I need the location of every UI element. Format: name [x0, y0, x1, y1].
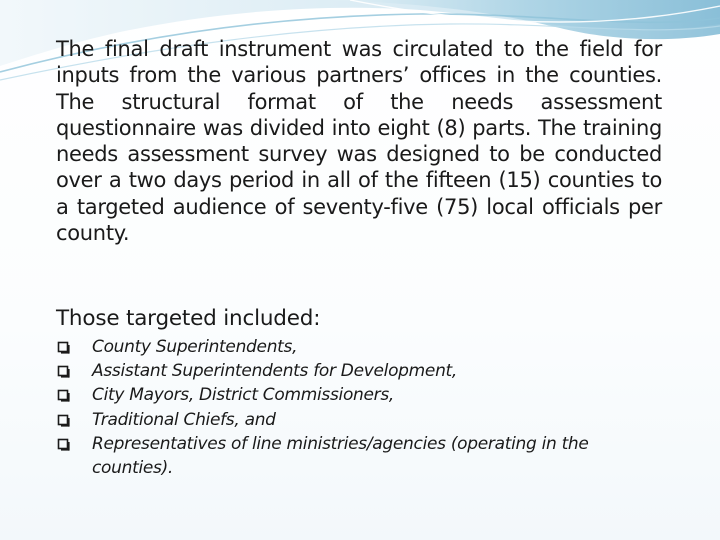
list-item-text: Traditional Chiefs, and	[92, 409, 276, 430]
list-item	[56, 359, 656, 383]
targets-list	[56, 335, 656, 480]
hollow-square-icon	[57, 389, 70, 402]
hollow-square-icon	[57, 365, 70, 378]
list-item	[56, 383, 656, 407]
list-item	[56, 335, 656, 359]
hollow-square-icon	[57, 414, 70, 427]
list-item-text: County Superintendents,	[92, 337, 298, 357]
targets-intro: Those targeted included:	[56, 306, 321, 331]
list-item	[56, 432, 656, 480]
list-item-text: Assistant Superintendents for Development,	[92, 361, 458, 382]
hollow-square-icon	[57, 341, 70, 354]
hollow-square-icon	[57, 438, 70, 451]
list-item	[56, 408, 656, 432]
list-item-text: City Mayors, District Commissioners,	[92, 385, 395, 406]
list-item-text: Representatives of line ministries/agencies (operating in the counties).	[92, 433, 589, 479]
body-paragraph: The final draft instrument was circulated to the field for inputs from the various partners’ offices in the counties. The structural format of the needs assessment questionnaire was divided into eight (8) parts. The training needs assessment survey was designed to be conducted over a two days period in all of the fifteen (15) counties to a targeted audience of seventy-five (75) local officials per county.	[56, 37, 662, 246]
